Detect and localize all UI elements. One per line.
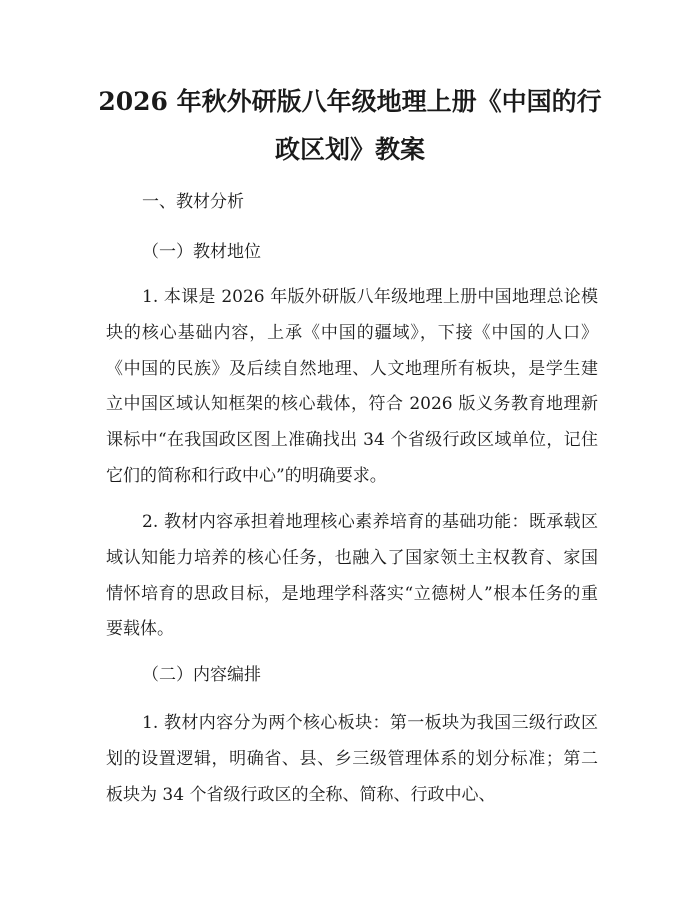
paragraph-2: 2. 教材内容承担着地理核心素养培育的基础功能：既承载区域认知能力培养的核心任务，也融入了国家领土主权教育、家国情怀培育的思政目标，是地理学科落实“立德树人”根本任务的重要载体。	[106, 512, 598, 640]
paragraph-3: 1. 教材内容分为两个核心板块：第一板块为我国三级行政区划的设置逻辑，明确省、县、乡三级管理体系的划分标准；第二板块为 34 个省级行政区的全称、简称、行政中心、	[106, 713, 598, 805]
paragraph-1: 1. 本课是 2026 年版外研版八年级地理上册中国地理总论模块的核心基础内容，上承《中国的疆域》，下接《中国的人口》《中国的民族》及后续自然地理、人文地理所有板块，是学生建立中国区域认知框架的核心载体，符合 2026 版义务教育地理新课标中“在我国政区图上准确找出 34 个省级行政区域单位，记住它们的简称和行政中心”的明确要求。	[106, 287, 598, 486]
document-title-line1: 2026 年秋外研版八年级地理上册《中国的行	[98, 87, 602, 116]
document-title-line2: 政区划》教案	[274, 135, 425, 164]
subsection-heading-textbook-position: （一）教材地位	[142, 242, 261, 262]
subsection-heading-content-arrangement: （二）内容编排	[142, 665, 261, 685]
section-heading-textbook-analysis: 一、教材分析	[142, 192, 244, 212]
